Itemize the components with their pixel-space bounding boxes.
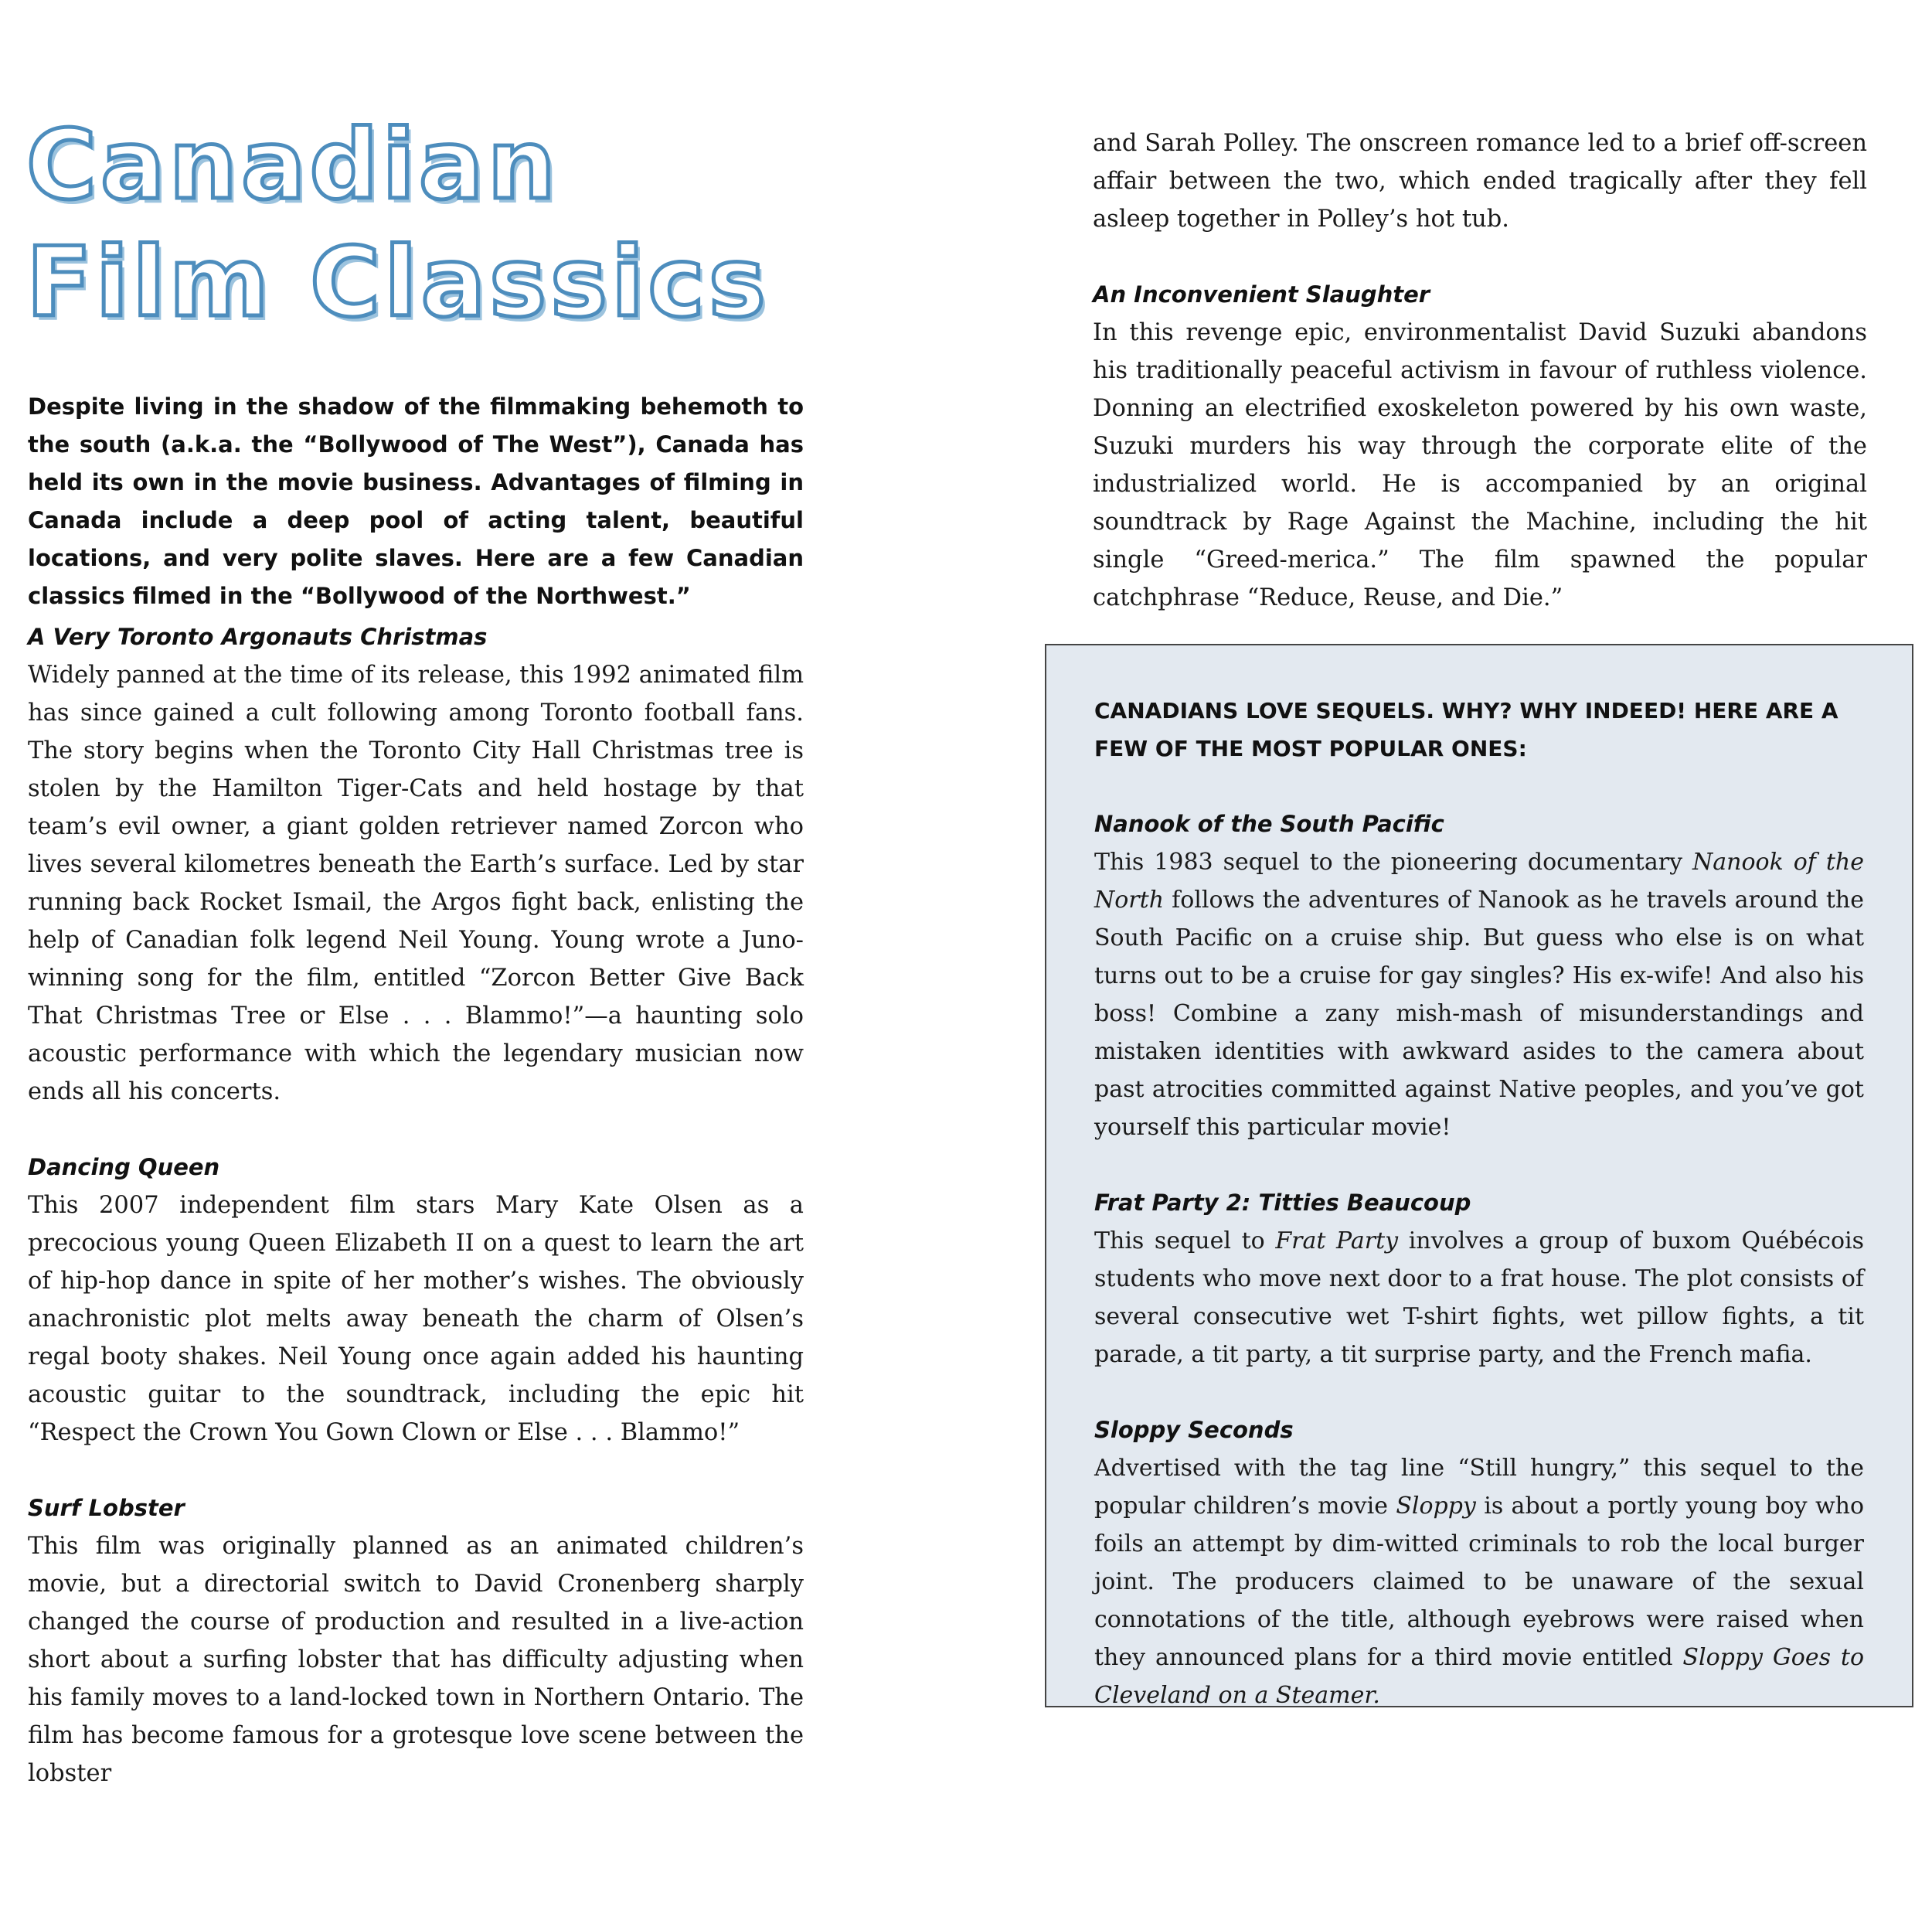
film-reference: Sloppy Goes to Cleveland on a Steamer. [1094,1644,1865,1709]
sequel-description [1094,1449,1864,1714]
film-entry [28,1489,804,1792]
sequel-description [1094,843,1864,1146]
continued-text: and Sarah Polley. The onscreen romance led to a brief off-screen affair between the two, which ended tragically after they fell asleep together in Polley’s hot tub. [1093,130,1867,233]
sequels-sidebar [1045,644,1913,1707]
left-column [28,618,804,1830]
sequel-entry [1094,1411,1864,1714]
film-entry [28,618,804,1111]
film-title: Surf Lobster [28,1495,185,1521]
film-title: A Very Toronto Argonauts Christmas [28,624,488,650]
film-reference: Frat Party [1275,1227,1399,1254]
film-description: This 2007 independent film stars Mary Kate Olsen as a precocious young Queen Elizabeth II on a quest to learn the art of hip-hop dance in spite of her mother’s wishes. The obviously anachronistic plot melts away beneath the charm of Olsen’s regal booty shakes. Neil Young once again added his haunting acoustic guitar to the soundtrack, including the epic hit “Respect the Crown You Gown Clown or Else . . . Blammo!” [28,1192,804,1446]
page-title-line-2: Film Classics [26,227,770,339]
text-run: follows the adventures of Nanook as he travels around the South Pacific on a cruise ship. But guess who else is on what turns out to be a cruise for gay singles? His ex-wife! And also his boss! Combine a zany mish-mash of misunderstandings and mistaken identities with awkward asides to the camera about past atrocities committed against Native peoples, and you’ve got yourself this particular movie! [1094,887,1864,1141]
film-description: This film was originally planned as an animated children’s movie, but a directorial switch to David Cronenberg sharply changed the course of production and resulted in a live-action short about a surfing lobster that has difficulty adjusting when his family moves to a land-locked town in Northern Ontario. The film has become famous for a grotesque love scene between the lobster [28,1533,804,1787]
sequel-entry [1094,1184,1864,1373]
film-entry [28,1149,804,1452]
page-title-line-1: Canadian [26,110,560,221]
film-reference: Sloppy [1396,1493,1476,1520]
film-description: Widely panned at the time of its release, this 1992 animated film has since gained a cult following among Toronto football fans. The story begins when the Toronto City Hall Christmas tree is stolen by the Hamilton Tiger-Cats and held hostage by that team’s evil owner, a giant golden retriever named Zorcon who lives several kilometres beneath the Earth’s surface. Led by star running back Rocket Ismail, the Argos fight back, enlisting the help of Canadian folk legend Neil Young. Young wrote a Juno-winning song for the film, entitled “Zorcon Better Give Back That Christmas Tree or Else . . . Blammo!”—a haunting solo acoustic performance with which the legendary musician now ends all his concerts. [28,662,804,1105]
sequel-title: Frat Party 2: Titties Beaucoup [1094,1190,1471,1216]
page-title [26,107,770,342]
film-title: An Inconvenient Slaughter [1093,281,1430,308]
sequel-title: Nanook of the South Pacific [1094,811,1444,837]
film-reference: Nanook of the North [1094,849,1864,914]
right-column [1093,124,1867,655]
sidebar-heading: CANADIANS LOVE SEQUELS. WHY? WHY INDEED! HERE ARE A FEW OF THE MOST POPULAR ONES: [1094,698,1838,761]
text-run: is about a portly young boy who foils an attempt by dim-witted criminals to rob the local burger joint. The producers claimed to be unaware of the sexual connotations of the title, although eyebrows were raised when they announced plans for a third movie entitled [1094,1493,1865,1671]
sequel-entry [1094,805,1864,1146]
sequel-title: Sloppy Seconds [1094,1417,1294,1443]
film-title: Dancing Queen [28,1154,220,1180]
text-run: involves a group of buxom Québécois students who move next door to a frat house. The plot consists of several consecutive wet T-shirt fights, wet pillow fights, a tit parade, a tit party, a tit surprise party, and the French mafia. [1094,1227,1865,1368]
film-description: In this revenge epic, environmentalist David Suzuki abandons his traditionally peaceful activism in favour of ruthless violence. Donning an electrified exoskeleton powered by his own waste, Suzuki murders his way through the corporate elite of the industrialized world. He is accompanied by an original soundtrack by Rage Against the Machine, including the hit single “Greed-merica.” The film spawned the popular catchphrase “Reduce, Reuse, and Die.” [1093,319,1867,611]
text-run: This sequel to [1094,1227,1276,1254]
text-run: Advertised with the tag line “Still hungry,” this sequel to the popular children’s movie [1094,1455,1864,1520]
film-entry [1093,276,1867,617]
sequel-description [1094,1222,1864,1373]
intro-paragraph: Despite living in the shadow of the filmmaking behemoth to the south (a.k.a. the “Bollywood of The West”), Canada has held its own in the movie business. Advantages of filming in Canada include a deep pool of acting talent, beautiful locations, and very polite slaves. Here are a few Canadian classics filmed in the “Bollywood of the Northwest.” [28,393,804,609]
text-run: This 1983 sequel to the pioneering documentary [1094,849,1692,876]
